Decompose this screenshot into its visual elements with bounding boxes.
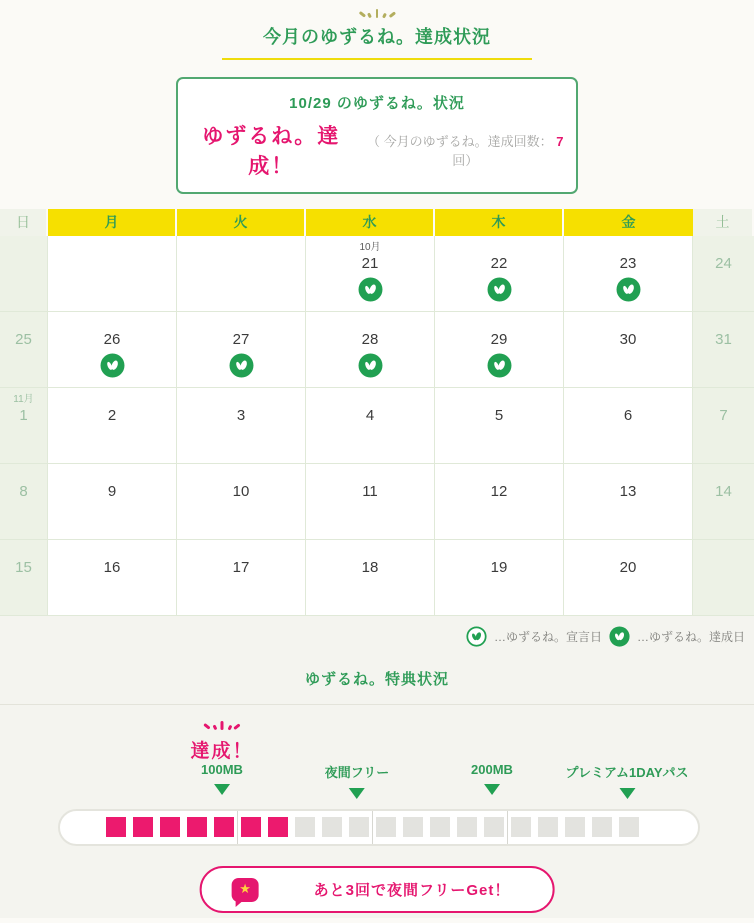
milestone-pointer-icon [619, 788, 635, 799]
calendar-cell [435, 236, 564, 312]
calendar-cell [435, 540, 564, 616]
date-number: 10 [232, 483, 250, 500]
rewards-section-wrapper [0, 616, 754, 918]
achieved-day-icon [229, 353, 254, 378]
date-number: 19 [490, 559, 508, 576]
achieved-day-icon [616, 277, 641, 302]
achieved-callout [190, 717, 253, 763]
month-label: 10月 [359, 242, 381, 253]
date-number: 11 [362, 483, 378, 500]
calendar-cell [177, 312, 306, 388]
date-number: 17 [232, 559, 250, 576]
date-number: 8 [19, 483, 28, 500]
progress-square [538, 817, 558, 837]
date-number: 31 [715, 331, 732, 348]
progress-square [619, 817, 639, 837]
calendar-cell [48, 540, 177, 616]
calendar-cell [306, 236, 435, 312]
date-number: 20 [619, 559, 637, 576]
rewards-section-title: ゆずるね。特典状況 [304, 671, 449, 688]
date-number: 1 [19, 407, 28, 424]
milestone-label: 100MB [201, 762, 243, 777]
calendar-cell [306, 464, 435, 540]
achievement-result: ゆずるね。達成！ [202, 125, 341, 178]
day-header-1: 月 [48, 209, 177, 236]
progress-square [241, 817, 261, 837]
date-number: 2 [107, 407, 117, 424]
date-number: 26 [103, 331, 121, 348]
next-reward-message: あと3回で夜間フリーGet！ [313, 882, 511, 899]
star-icon: ★ [239, 882, 251, 897]
date-number: 12 [490, 483, 508, 500]
rewards-progress-area [0, 705, 754, 923]
milestone-100MB [201, 762, 243, 795]
progress-square [322, 817, 342, 837]
progress-square [295, 817, 315, 837]
calendar-cell [177, 540, 306, 616]
achieved-day-icon [358, 353, 383, 378]
calendar-cell [564, 540, 693, 616]
milestone-label: 夜間フリー [324, 765, 390, 780]
date-number: 27 [232, 331, 250, 348]
calendar-cell [48, 236, 177, 312]
calendar-cell [177, 464, 306, 540]
status-box-result-row [188, 120, 566, 180]
milestone-200MB [471, 762, 513, 795]
progress-group-divider [507, 811, 508, 844]
calendar-cell [435, 464, 564, 540]
title-burst-icon [361, 5, 394, 18]
speech-bubble-star-icon [232, 878, 259, 902]
calendar-cell [693, 388, 754, 464]
page-header [0, 0, 754, 60]
progress-group-divider [237, 811, 238, 844]
legend-label: …ゆずるね。宣言日 [493, 630, 602, 644]
milestone-pointer-icon [349, 788, 365, 799]
reward-progress-bar [58, 809, 700, 846]
calendar-cell [564, 464, 693, 540]
calendar-cell [693, 236, 754, 312]
day-header-2: 火 [177, 209, 306, 236]
calendar-cell [693, 464, 754, 540]
day-header-5: 金 [564, 209, 693, 236]
calendar-cell [48, 312, 177, 388]
achieved-callout-label: 達成！ [190, 741, 254, 762]
progress-square [484, 817, 504, 837]
date-number: 5 [494, 407, 504, 424]
date-number: 29 [490, 331, 508, 348]
calendar-cell [564, 312, 693, 388]
calendar-cell [0, 540, 48, 616]
date-number: 21 [361, 255, 379, 272]
achieved-day-icon [609, 626, 630, 647]
progress-square [214, 817, 234, 837]
day-header-4: 木 [435, 209, 564, 236]
date-number: 13 [619, 483, 637, 500]
page-title: 今月のゆずるね。達成状況 [222, 23, 532, 60]
achieved-day-icon [100, 353, 125, 378]
progress-square [376, 817, 396, 837]
date-number: 3 [236, 407, 246, 424]
calendar-legend [0, 616, 754, 648]
date-number: 16 [103, 559, 121, 576]
progress-square [268, 817, 288, 837]
progress-square [592, 817, 612, 837]
calendar-cell [306, 388, 435, 464]
calendar-cell [0, 236, 48, 312]
date-number: 24 [715, 255, 732, 272]
day-header-6: 土 [693, 209, 754, 236]
progress-square [430, 817, 450, 837]
achieved-day-icon [487, 277, 512, 302]
date-number: 22 [490, 255, 508, 272]
milestone-プレミアム1DAYパス [565, 762, 688, 799]
calendar-cell [0, 464, 48, 540]
date-number: 7 [719, 407, 728, 424]
day-header-0: 日 [0, 209, 48, 236]
milestone-pointer-icon [484, 784, 500, 795]
status-box-headline: 10/29 のゆずるね。状況 [289, 95, 465, 112]
progress-square [160, 817, 180, 837]
progress-square [133, 817, 153, 837]
progress-square [349, 817, 369, 837]
date-number: 25 [15, 331, 32, 348]
calendar-cell [564, 388, 693, 464]
milestone-pointer-icon [214, 784, 230, 795]
day-header-3: 水 [306, 209, 435, 236]
milestone-label: 200MB [471, 762, 513, 777]
calendar-cell [177, 236, 306, 312]
legend-label: …ゆずるね。達成日 [636, 630, 745, 644]
calendar-cell [693, 312, 754, 388]
next-reward-message-pill [200, 866, 555, 913]
date-number: 23 [619, 255, 637, 272]
achieved-burst-icon [206, 717, 239, 730]
calendar-cell [306, 540, 435, 616]
progress-square [106, 817, 126, 837]
declared-day-icon [466, 626, 487, 647]
milestone-夜間フリー [325, 762, 389, 799]
calendar-cell [435, 388, 564, 464]
calendar-cell [306, 312, 435, 388]
calendar-cell [0, 312, 48, 388]
date-number: 30 [619, 331, 637, 348]
achieved-day-icon [358, 277, 383, 302]
monthly-count: （ 今月のゆずるね。達成回数： 7回） [367, 134, 564, 168]
progress-square [565, 817, 585, 837]
count-number: 7 [556, 134, 564, 149]
calendar-cell [177, 388, 306, 464]
calendar-cell [564, 236, 693, 312]
progress-square [457, 817, 477, 837]
date-number: 15 [15, 559, 32, 576]
calendar-cell [48, 388, 177, 464]
progress-group-divider [372, 811, 373, 844]
month-label: 11月 [13, 394, 34, 405]
progress-square [187, 817, 207, 837]
progress-square [511, 817, 531, 837]
calendar-cell [693, 540, 754, 616]
milestone-label: プレミアム1DAYパス [565, 765, 689, 780]
date-number: 9 [107, 483, 117, 500]
calendar-cell [435, 312, 564, 388]
calendar-cell [48, 464, 177, 540]
daily-status-box [176, 77, 578, 194]
date-number: 6 [623, 407, 633, 424]
date-number: 28 [361, 331, 379, 348]
progress-square [403, 817, 423, 837]
date-number: 4 [365, 407, 375, 424]
date-number: 14 [715, 483, 732, 500]
achieved-day-icon [487, 353, 512, 378]
date-number: 18 [361, 559, 379, 576]
calendar-cell [0, 388, 48, 464]
calendar [0, 209, 754, 616]
